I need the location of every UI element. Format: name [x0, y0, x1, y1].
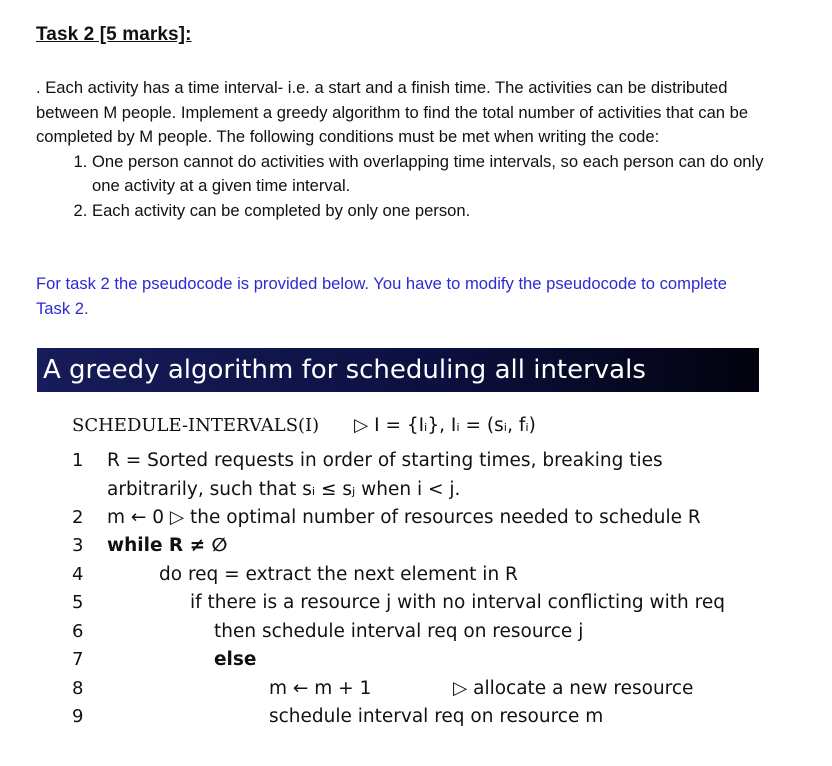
line-text: while R ≠ ∅ [107, 535, 228, 556]
line-number: 7 [72, 649, 84, 670]
task-title: Task 2 [5 marks]: [36, 24, 192, 45]
line-number: 3 [72, 535, 84, 556]
line-text: else [214, 649, 257, 670]
line-text: if there is a resource j with no interval conflicting with req [190, 592, 725, 613]
line-text: do req = extract the next element in R [159, 564, 518, 585]
line-text: m ← 0 ▷ the optimal number of resources needed to schedule R [107, 507, 701, 528]
pseudocode-note: For task 2 the pseudocode is provided below. You have to modify the pseudocode to complete Task 2. [36, 274, 727, 318]
line-text: m ← m + 1 [269, 678, 372, 699]
signature-text: SCHEDULE-INTERVALS(I) [72, 415, 320, 436]
line-text: R = Sorted requests in order of starting times, breaking ties [107, 450, 663, 471]
line-comment: ▷ allocate a new resource [453, 678, 694, 699]
line-number: 5 [72, 592, 84, 613]
condition-item: 1. One person cannot do activities with overlapping time intervals, so each person can do only one activity at a given time interval. [92, 150, 776, 199]
condition-item: 2. Each activity can be completed by only one person. [92, 199, 776, 224]
conditions-list [36, 150, 776, 224]
signature-comment-text: ▷ I = {Iᵢ}, Iᵢ = (sᵢ, fᵢ) [354, 415, 536, 436]
line-number: 1 [72, 450, 84, 471]
line-number: 8 [72, 678, 84, 699]
line-number: 9 [72, 706, 84, 727]
line-text: arbitrarily, such that sᵢ ≤ sⱼ when i < j. [107, 479, 461, 500]
slide-title-banner: A greedy algorithm for scheduling all intervals [37, 348, 759, 392]
task-intro: . Each activity has a time interval- i.e. a start and a finish time. The activities can be distributed between M people. Implement a greedy algorithm to find the total number of activities that can be completed by M people. The following conditions must be met when writing the code: [36, 78, 749, 146]
line-text: then schedule interval req on resource j [214, 621, 584, 642]
signature-comment [354, 414, 536, 436]
line-text: schedule interval req on resource m [269, 706, 604, 727]
line-number: 2 [72, 507, 84, 528]
algo-signature [72, 414, 319, 436]
line-number: 6 [72, 621, 84, 642]
line-number: 4 [72, 564, 84, 585]
task-description [36, 76, 776, 223]
